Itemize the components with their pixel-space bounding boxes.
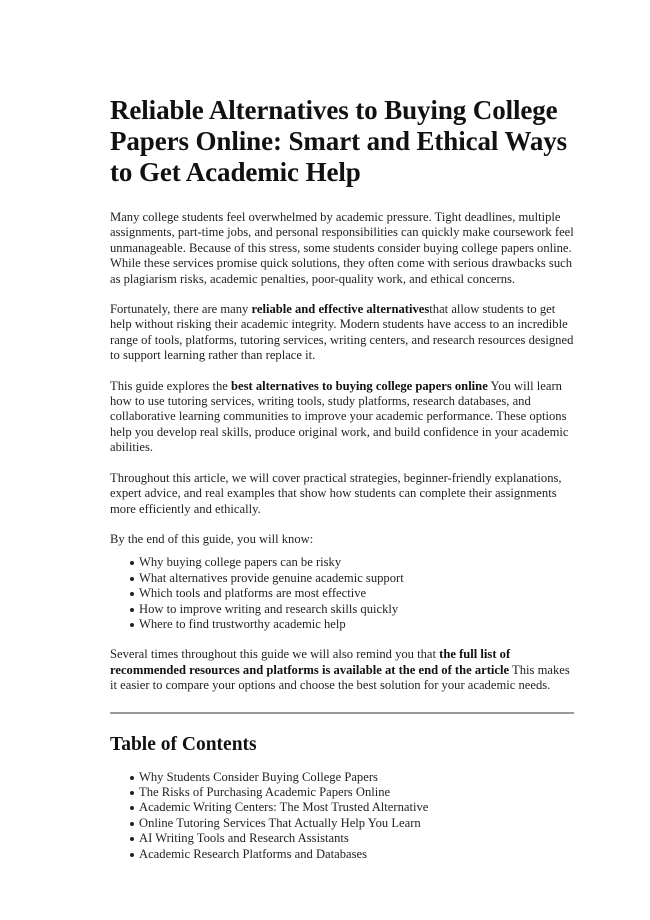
toc-item-text: AI Writing Tools and Research Assistants (139, 831, 349, 846)
by-end-paragraph: By the end of this guide, you will know: (110, 531, 314, 546)
bullet-icon (130, 822, 134, 826)
bullet-icon (130, 561, 134, 565)
toc-item[interactable] (130, 847, 574, 862)
bullet-icon (130, 776, 134, 780)
text-segment: Several times throughout this guide we will also remind you that (110, 647, 440, 662)
toc-item[interactable] (130, 770, 574, 785)
bullet-icon (130, 623, 134, 627)
bold-text: best alternatives to buying college papers online (231, 378, 488, 393)
throughout-paragraph: Throughout this article, we will cover practical strategies, beginner-friendly explanations, expert advice, and real examples that show how students can complete their assignments more efficiently and ethically. (110, 470, 562, 516)
toc-item-text: Online Tutoring Services That Actually Help You Learn (139, 815, 421, 830)
bullet-icon (130, 577, 134, 581)
list-item (130, 586, 574, 601)
bold-text: reliable and effective alternatives (251, 302, 430, 317)
toc-item[interactable] (130, 800, 574, 815)
toc-heading: Table of Contents (110, 733, 257, 755)
toc-item-text: Why Students Consider Buying College Papers (139, 769, 378, 784)
document-page (110, 95, 574, 877)
toc-item-text: Academic Writing Centers: The Most Trusted Alternative (139, 800, 429, 815)
toc-item[interactable] (130, 785, 574, 800)
bullet-icon (130, 853, 134, 857)
bullet-icon (130, 806, 134, 810)
text-segment: that allow students to get help without risking their academic integrity. Modern students have access to an incredible range of tools, platforms, tutoring services, writing centers, and research resources designed to support learning rather than replace it. (110, 302, 574, 363)
article-title: Reliable Alternatives to Buying College Papers Online: Smart and Ethical Ways to Get Academic Help (110, 95, 568, 187)
alternatives-paragraph (110, 302, 574, 364)
bold-text: the full list of recommended resources and platforms is available at the end of the article (110, 647, 511, 677)
list-item (130, 555, 574, 570)
list-item-text: Which tools and platforms are most effective (139, 586, 367, 601)
text-segment: Fortunately, there are many (110, 302, 252, 317)
list-item-text: Where to find trustworthy academic help (139, 616, 346, 631)
list-item-text: Why buying college papers can be risky (139, 555, 342, 570)
bullet-icon (130, 837, 134, 841)
toc-item-text: The Risks of Purchasing Academic Papers Online (139, 784, 391, 799)
list-item (130, 617, 574, 632)
text-segment: You will learn how to use tutoring services, writing tools, study platforms, research databases, and collaborative learning communities to improve your academic performance. These options help you develop real skills, produce original work, and build confidence in your academic abilities. (110, 378, 569, 455)
know-list (110, 555, 574, 632)
text-segment: This guide explores the (110, 378, 232, 393)
bullet-icon (130, 791, 134, 795)
list-item-text: What alternatives provide genuine academic support (139, 570, 404, 585)
toc-item[interactable] (130, 816, 574, 831)
intro-paragraph: Many college students feel overwhelmed by academic pressure. Tight deadlines, multiple assignments, part-time jobs, and personal responsibilities can quickly make coursework feel unmanageable. Because of this stress, some students consider buying college papers online. While these services promise quick solutions, they often come with serious drawbacks such as plagiarism risks, academic penalties, poor-quality work, and ethical concerns. (110, 210, 574, 286)
bullet-icon (130, 608, 134, 612)
toc-item[interactable] (130, 831, 574, 846)
guide-paragraph (110, 379, 574, 456)
list-item (130, 571, 574, 586)
bullet-icon (130, 592, 134, 596)
section-divider (110, 712, 574, 714)
toc-item-text: Academic Research Platforms and Databases (139, 846, 367, 861)
toc-list (110, 770, 574, 862)
list-item-text: How to improve writing and research skills quickly (139, 601, 399, 616)
reminder-paragraph (110, 647, 574, 693)
list-item (130, 602, 574, 617)
text-segment: This makes it easier to compare your options and choose the best solution for your academic needs. (110, 662, 570, 693)
